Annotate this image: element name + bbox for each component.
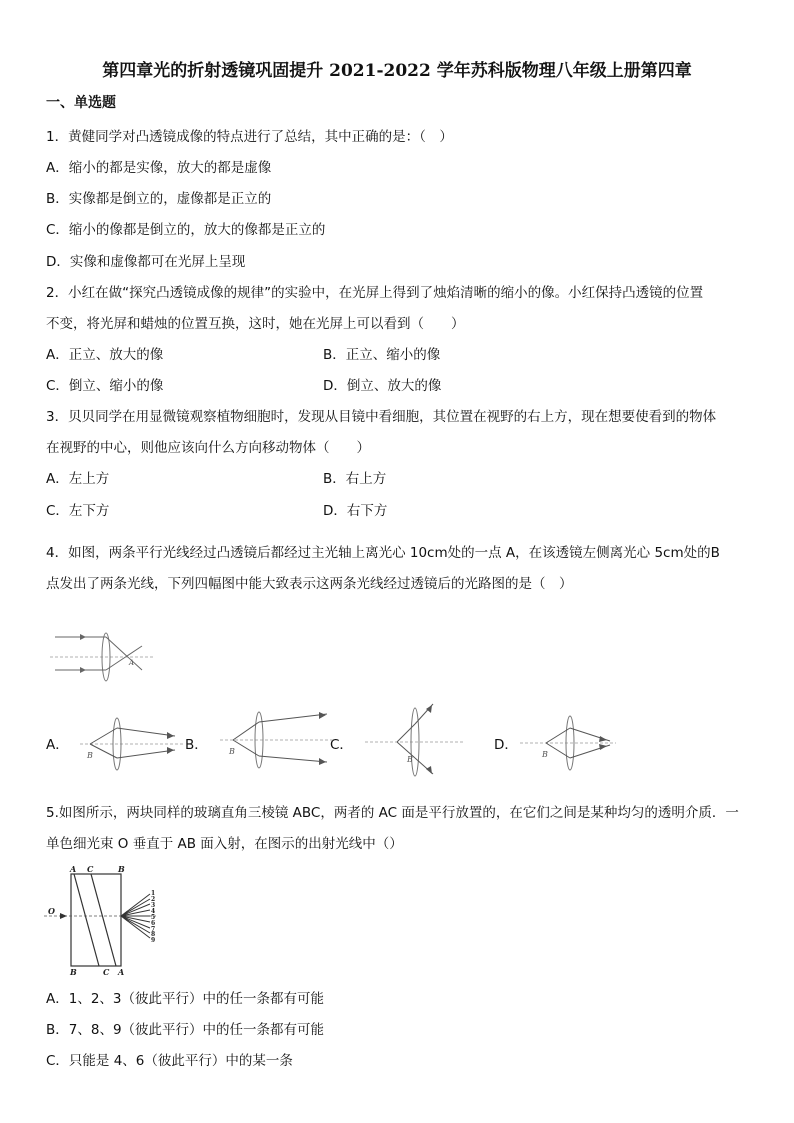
q5-label-c-bottom: C [103,967,110,977]
q2-stem-line1: 2．小红在做“探究凸透镜成像的规律”的实验中，在光屏上得到了烛焰清晰的缩小的像。小红保持凸透镜的位置 [46,285,704,301]
q2-stem-line2: 不变，将光屏和蜡烛的位置互换，这时，她在光屏上可以看到（ ） [46,316,465,332]
q1-option-a: A．缩小的都是实像，放大的都是虚像 [46,160,272,176]
q3-option-b: B．右上方 [323,471,387,487]
q4-option-c-label: C． [330,737,353,753]
q4-point-a-label: A [129,659,135,667]
q5-label-b-top: B [118,864,125,874]
q5-option-b: B．7、8、9（彼此平行）中的任一条都有可能 [46,1022,325,1038]
q3-stem-line1: 3．贝贝同学在用显微镜观察植物细胞时，发现从目镜中看细胞，其位置在视野的右上方，现在想要使看到的物体 [46,409,717,425]
page-title: 第四章光的折射透镜巩固提升 2021-2022 学年苏科版物理八年级上册第四章 [102,61,692,81]
q5-label-a-top: A [70,864,77,874]
q3-option-a: A．左上方 [46,471,110,487]
q4-stem-line1: 4．如图，两条平行光线经过凸透镜后都经过主光轴上离光心 10cm处的一点 A，在该透镜左侧离光心 5cm处的B [46,545,720,561]
q5-label-c-top: C [87,864,94,874]
q5-ray-5-label: 5 [151,914,156,921]
q3-option-d: D．右下方 [323,503,388,519]
q2-option-a: A．正立、放大的像 [46,347,164,363]
q5-label-a-bottom: A [118,967,125,977]
q2-option-c: C．倒立、缩小的像 [46,378,164,394]
q4-option-d-figure [520,708,620,778]
q4-reference-figure [50,626,160,686]
q4-option-b-figure [215,706,335,776]
q5-ray-9-label: 9 [151,937,156,944]
q5-ray-4-label: 4 [151,908,156,915]
q5-stem-line2: 单色细光束 O 垂直于 AB 面入射，在图示的出射光线中（） [46,836,403,852]
q4-a-point-b-label: B [87,751,93,760]
q5-option-a: A．1、2、3（彼此平行）中的任一条都有可能 [46,991,325,1007]
q5-label-b-bottom: B [70,967,77,977]
q5-prism-figure [44,864,184,979]
q4-option-a-figure [75,710,185,780]
q1-option-d: D．实像和虚像都可在光屏上呈现 [46,254,246,270]
q4-option-b-label: B． [185,737,208,753]
q3-option-c: C．左下方 [46,503,110,519]
q3-stem-line2: 在视野的中心，则他应该向什么方向移动物体（ ） [46,440,370,456]
q5-ray-6-label: 6 [151,920,156,927]
q4-option-a-label: A． [46,737,69,753]
q5-option-c: C．只能是 4、6（彼此平行）中的某一条 [46,1053,293,1069]
q1-option-c: C．缩小的像都是倒立的，放大的像都是正立的 [46,222,326,238]
q5-ray-8-label: 8 [151,931,156,938]
q4-option-d-label: D． [494,737,518,753]
q2-option-d: D．倒立、放大的像 [323,378,442,394]
q5-ray-2-label: 2 [151,896,156,903]
q1-option-b: B．实像都是倒立的，虚像都是正立的 [46,191,272,207]
q5-ray-3-label: 3 [151,902,156,909]
q4-option-c-figure [365,700,475,780]
q2-option-b: B．正立、缩小的像 [323,347,441,363]
q5-ray-7-label: 7 [151,926,156,933]
q4-c-point-b-label: B [407,755,413,764]
q5-stem-line1: 5.如图所示，两块同样的玻璃直角三棱镜 ABC，两者的 AC 面是平行放置的，在它们之间是某种均匀的透明介质．一 [46,805,739,821]
q4-d-point-b-label: B [542,750,548,759]
q5-label-o: O [48,906,55,916]
q1-stem: 1．黄健同学对凸透镜成像的特点进行了总结，其中正确的是：（ ） [46,129,453,145]
q5-ray-1-label: 1 [151,890,156,897]
q4-stem-line2: 点发出了两条光线，下列四幅图中能大致表示这两条光线经过透镜后的光路图的是（ ） [46,576,573,592]
section-heading: 一、单选题 [46,95,116,111]
q4-b-point-b-label: B [229,747,235,756]
